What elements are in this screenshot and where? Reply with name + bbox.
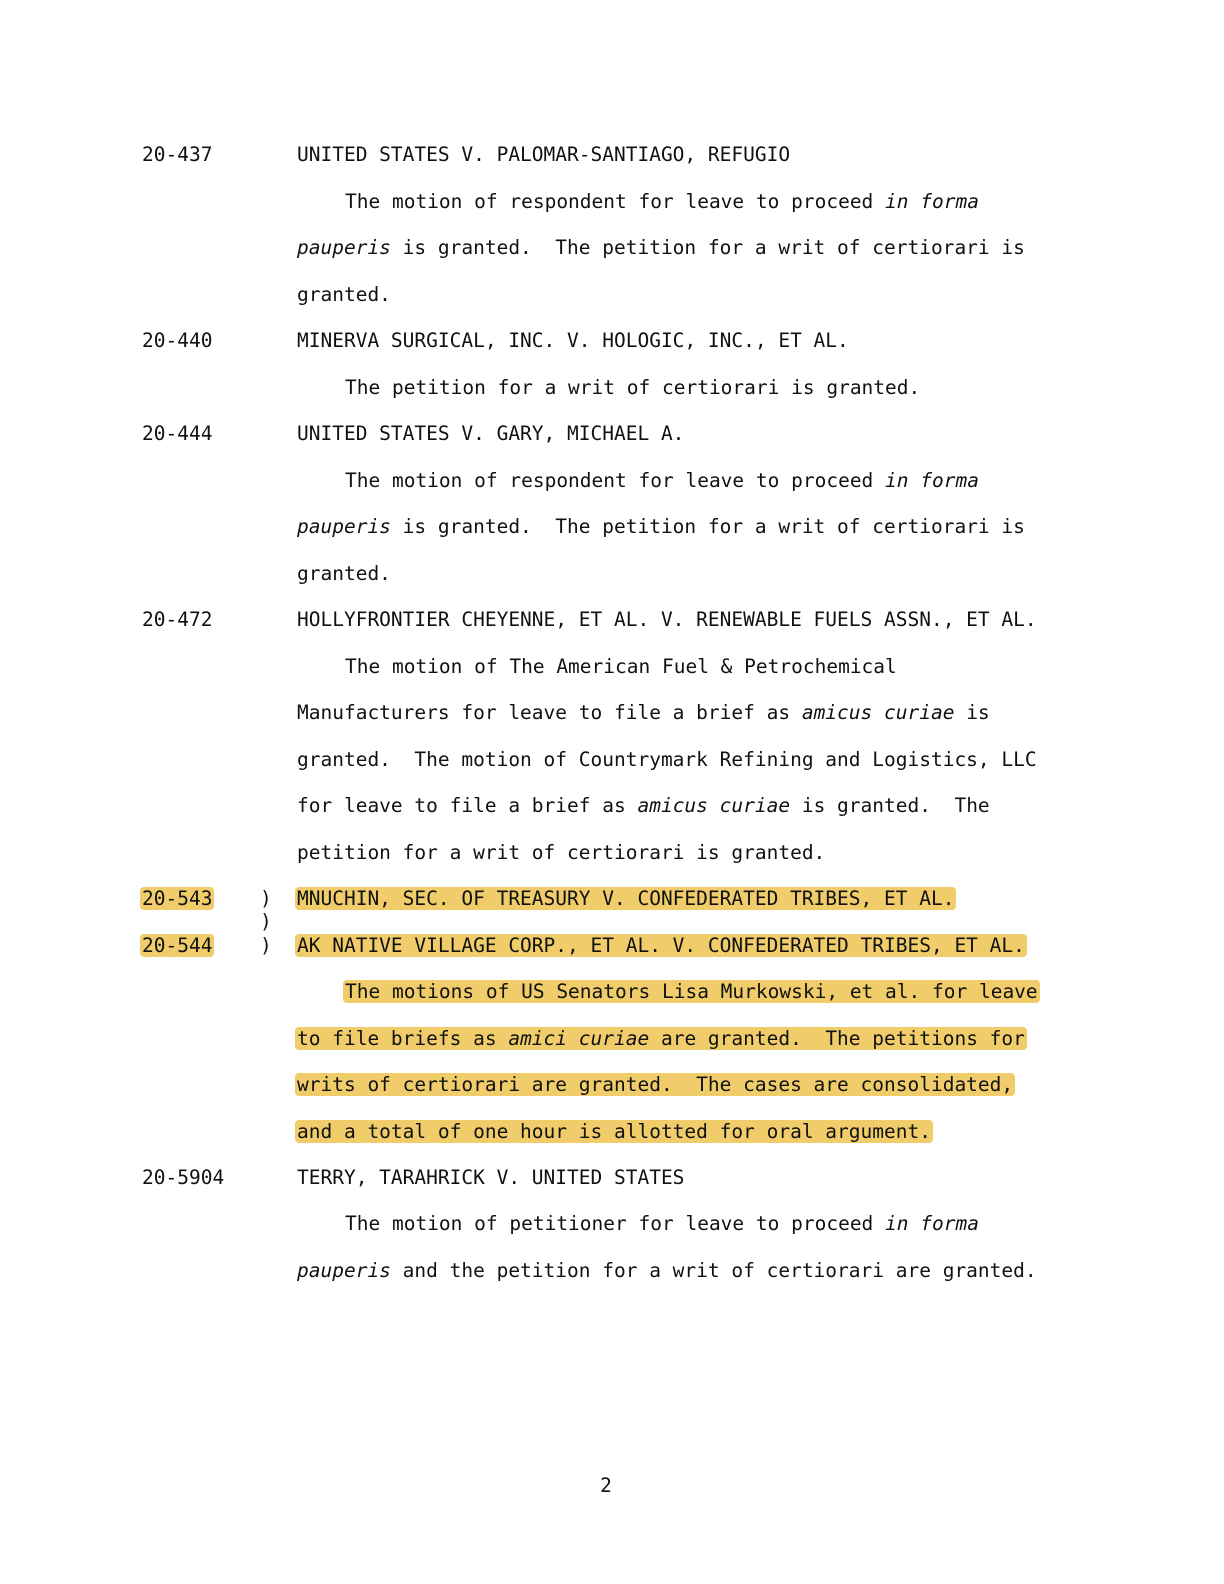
italic-term: amici curiae — [508, 1027, 650, 1050]
italic-term: amicus curiae — [801, 701, 955, 724]
text-run: and a total of one hour is allotted for oral argument. — [297, 1120, 931, 1143]
text-run: for leave to file a brief as — [297, 794, 638, 817]
text-run: The motion of The American Fuel & Petrochemical — [345, 655, 897, 678]
text-run: and the petition for a writ of certiorari are granted. — [390, 1259, 1037, 1282]
text-run: The motion of respondent for leave to proceed — [345, 190, 886, 213]
case-caption — [297, 887, 954, 911]
order-text-line — [345, 655, 897, 679]
case-caption: UNITED STATES V. PALOMAR-SANTIAGO, REFUGIO — [297, 143, 791, 166]
docket-number — [142, 887, 212, 911]
order-text-line — [297, 701, 990, 725]
docket-number: 20-472 — [142, 608, 213, 631]
order-text-line — [297, 236, 1025, 260]
text-run: are granted. The petitions for — [649, 1027, 1025, 1050]
text-run: granted. — [297, 562, 391, 585]
italic-term: in forma — [885, 469, 979, 492]
order-text-line — [297, 748, 1037, 772]
italic-term: in forma — [885, 1212, 979, 1235]
text-run: The motion of respondent for leave to proceed — [345, 469, 886, 492]
text-run: granted. — [297, 283, 391, 306]
text-run: The motions of US Senators Lisa Murkowski, et al. for leave — [345, 980, 1038, 1003]
order-text-line — [297, 1027, 1025, 1051]
order-text-line — [297, 283, 391, 307]
consolidation-bracket: ) — [260, 887, 272, 910]
order-text-line — [345, 1212, 979, 1236]
docket-number: 20-444 — [142, 422, 213, 445]
text-run: is — [954, 701, 990, 724]
text-run: is granted. The — [790, 794, 990, 817]
text-run: granted. The motion of Countrymark Refining and Logistics, LLC — [297, 748, 1037, 771]
text-run: The motion of petitioner for leave to proceed — [345, 1212, 886, 1235]
order-text-line — [297, 562, 391, 586]
highlight-mark: MNUCHIN, SEC. OF TREASURY V. CONFEDERATED TRIBES, ET AL. — [297, 887, 955, 910]
case-caption — [297, 934, 1025, 958]
highlight-mark — [295, 1120, 933, 1143]
order-text-line — [297, 1259, 1037, 1283]
italic-term: in forma — [885, 190, 979, 213]
order-text-line — [297, 1073, 1013, 1097]
highlight-mark: AK NATIVE VILLAGE CORP., ET AL. V. CONFEDERATED TRIBES, ET AL. — [297, 934, 1025, 957]
order-text-line — [345, 190, 979, 214]
text-run: is granted. The petition for a writ of certiorari is — [390, 515, 1025, 538]
highlight-mark — [343, 980, 1040, 1003]
case-caption: MINERVA SURGICAL, INC. V. HOLOGIC, INC., ET AL. — [297, 329, 849, 352]
consolidation-bracket: ) — [260, 910, 272, 933]
text-run: Manufacturers for leave to file a brief as — [297, 701, 802, 724]
case-caption: UNITED STATES V. GARY, MICHAEL A. — [297, 422, 685, 445]
order-text-line — [297, 841, 825, 865]
page-number: 2 — [600, 1474, 612, 1497]
text-run: The petition for a writ of certiorari is granted. — [345, 376, 921, 399]
text-run: is granted. The petition for a writ of certiorari is — [390, 236, 1025, 259]
highlight-mark: 20-544 — [142, 934, 213, 957]
order-text-line — [345, 980, 1038, 1004]
order-text-line — [345, 469, 979, 493]
highlight-mark — [295, 1027, 1027, 1050]
italic-term: pauperis — [297, 515, 391, 538]
text-run: petition for a writ of certiorari is granted. — [297, 841, 826, 864]
highlight-mark — [295, 1073, 1015, 1096]
order-text-line — [297, 1120, 931, 1144]
consolidation-bracket: ) — [260, 934, 272, 957]
text-run: writs of certiorari are granted. The cases are consolidated, — [297, 1073, 1014, 1096]
docket-number: 20-437 — [142, 143, 213, 166]
case-caption: HOLLYFRONTIER CHEYENNE, ET AL. V. RENEWABLE FUELS ASSN., ET AL. — [297, 608, 1037, 631]
order-text-line — [297, 794, 990, 818]
docket-number: 20-440 — [142, 329, 213, 352]
order-text-line — [297, 515, 1025, 539]
italic-term: pauperis — [297, 1259, 391, 1282]
highlight-mark: 20-543 — [142, 887, 213, 910]
text-run: to file briefs as — [297, 1027, 509, 1050]
case-caption: TERRY, TARAHRICK V. UNITED STATES — [297, 1166, 685, 1189]
italic-term: pauperis — [297, 236, 391, 259]
italic-term: amicus curiae — [637, 794, 791, 817]
docket-number: 20-5904 — [142, 1166, 225, 1189]
order-text-line — [345, 376, 920, 400]
docket-number — [142, 934, 212, 958]
